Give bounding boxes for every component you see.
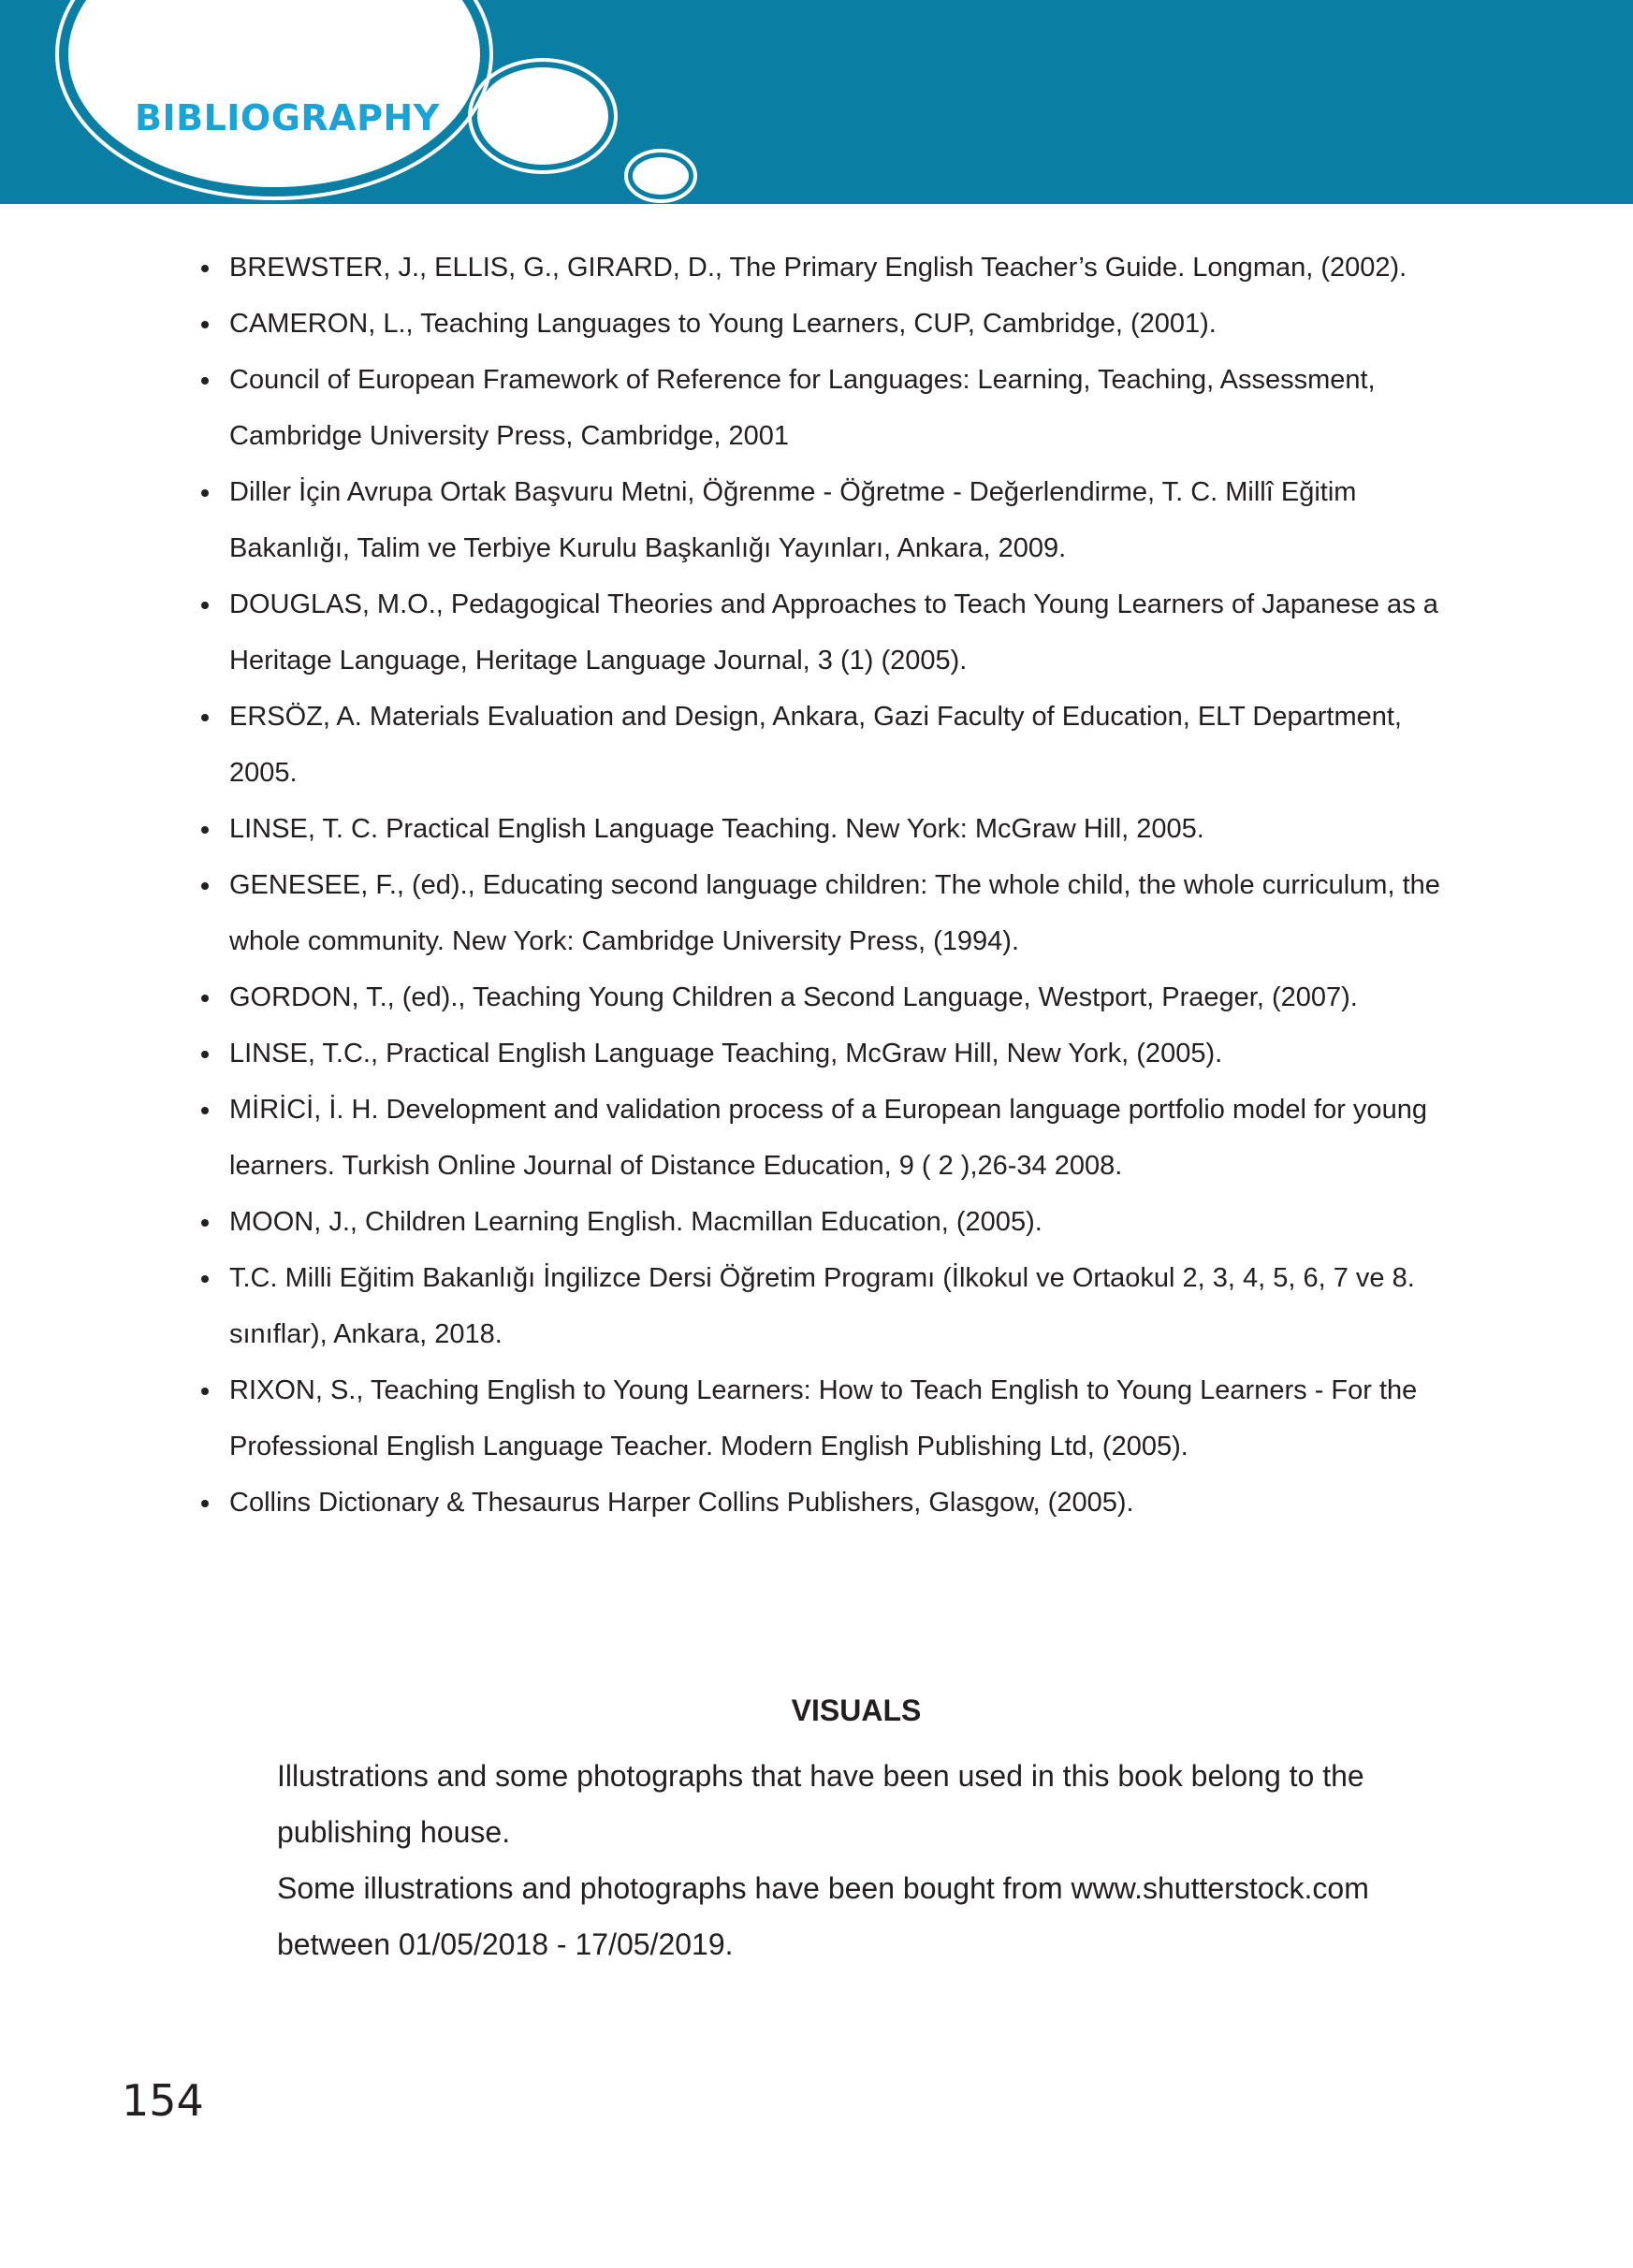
page-title: BIBLIOGRAPHY (135, 97, 440, 138)
list-item: Diller İçin Avrupa Ortak Başvuru Metni, Öğrenme - Öğretme - Değerlendirme, T. C. Millî Eğitim Bakanlığı, Talim ve Terbiye Kurulu Başkanlığı Yayınları, Ankara, 2009. (198, 464, 1462, 576)
list-item: LINSE, T.C., Practical English Language Teaching, McGraw Hill, New York, (2005). (198, 1025, 1462, 1082)
list-item: CAMERON, L., Teaching Languages to Young Learners, CUP, Cambridge, (2001). (198, 296, 1462, 352)
list-item: MİRİCİ, İ. H. Development and validation process of a European language portfolio model for young learners. Turkish Online Journal of Distance Education, 9 ( 2 ),26-34 2008. (198, 1082, 1462, 1194)
list-item: ERSÖZ, A. Materials Evaluation and Design, Ankara, Gazi Faculty of Education, ELT Department, 2005. (198, 689, 1462, 801)
bibliography-list (198, 240, 1462, 1531)
list-item: T.C. Milli Eğitim Bakanlığı İngilizce Dersi Öğretim Programı (İlkokul ve Ortaokul 2, 3, 4, 5, 6, 7 ve 8. sınıflar), Ankara, 2018. (198, 1250, 1462, 1362)
list-item: BREWSTER, J., ELLIS, G., GIRARD, D., The Primary English Teacher’s Guide. Longman, (2002). (198, 240, 1462, 296)
list-item: DOUGLAS, M.O., Pedagogical Theories and Approaches to Teach Young Learners of Japanese as a Heritage Language, Heritage Language Journal, 3 (1) (2005). (198, 576, 1462, 689)
visuals-paragraph: Illustrations and some photographs that have been used in this book belong to the publishing house. (277, 1759, 1364, 1849)
list-item: GORDON, T., (ed)., Teaching Young Children a Second Language, Westport, Praeger, (2007). (198, 969, 1462, 1025)
list-item: Council of European Framework of Reference for Languages: Learning, Teaching, Assessment, Cambridge University Press, Cambridge, 2001 (198, 352, 1462, 464)
page-number: 154 (122, 2075, 204, 2126)
visuals-text (277, 1748, 1447, 1972)
list-item: LINSE, T. C. Practical English Language Teaching. New York: McGraw Hill, 2005. (198, 801, 1462, 857)
header-banner (0, 0, 1633, 204)
list-item: Collins Dictionary & Thesaurus Harper Collins Publishers, Glasgow, (2005). (198, 1475, 1462, 1531)
visuals-heading: VISUALS (791, 1694, 922, 1727)
list-item: GENESEE, F., (ed)., Educating second language children: The whole child, the whole curriculum, the whole community. New York: Cambridge University Press, (1994). (198, 857, 1462, 969)
list-item: RIXON, S., Teaching English to Young Learners: How to Teach English to Young Learners - For the Professional English Language Teacher. Modern English Publishing Ltd, (2005). (198, 1362, 1462, 1475)
visuals-paragraph: Some illustrations and photographs have been bought from www.shutterstock.com between 01/05/2018 - 17/05/2019. (277, 1871, 1369, 1961)
list-item: MOON, J., Children Learning English. Macmillan Education, (2005). (198, 1194, 1462, 1250)
